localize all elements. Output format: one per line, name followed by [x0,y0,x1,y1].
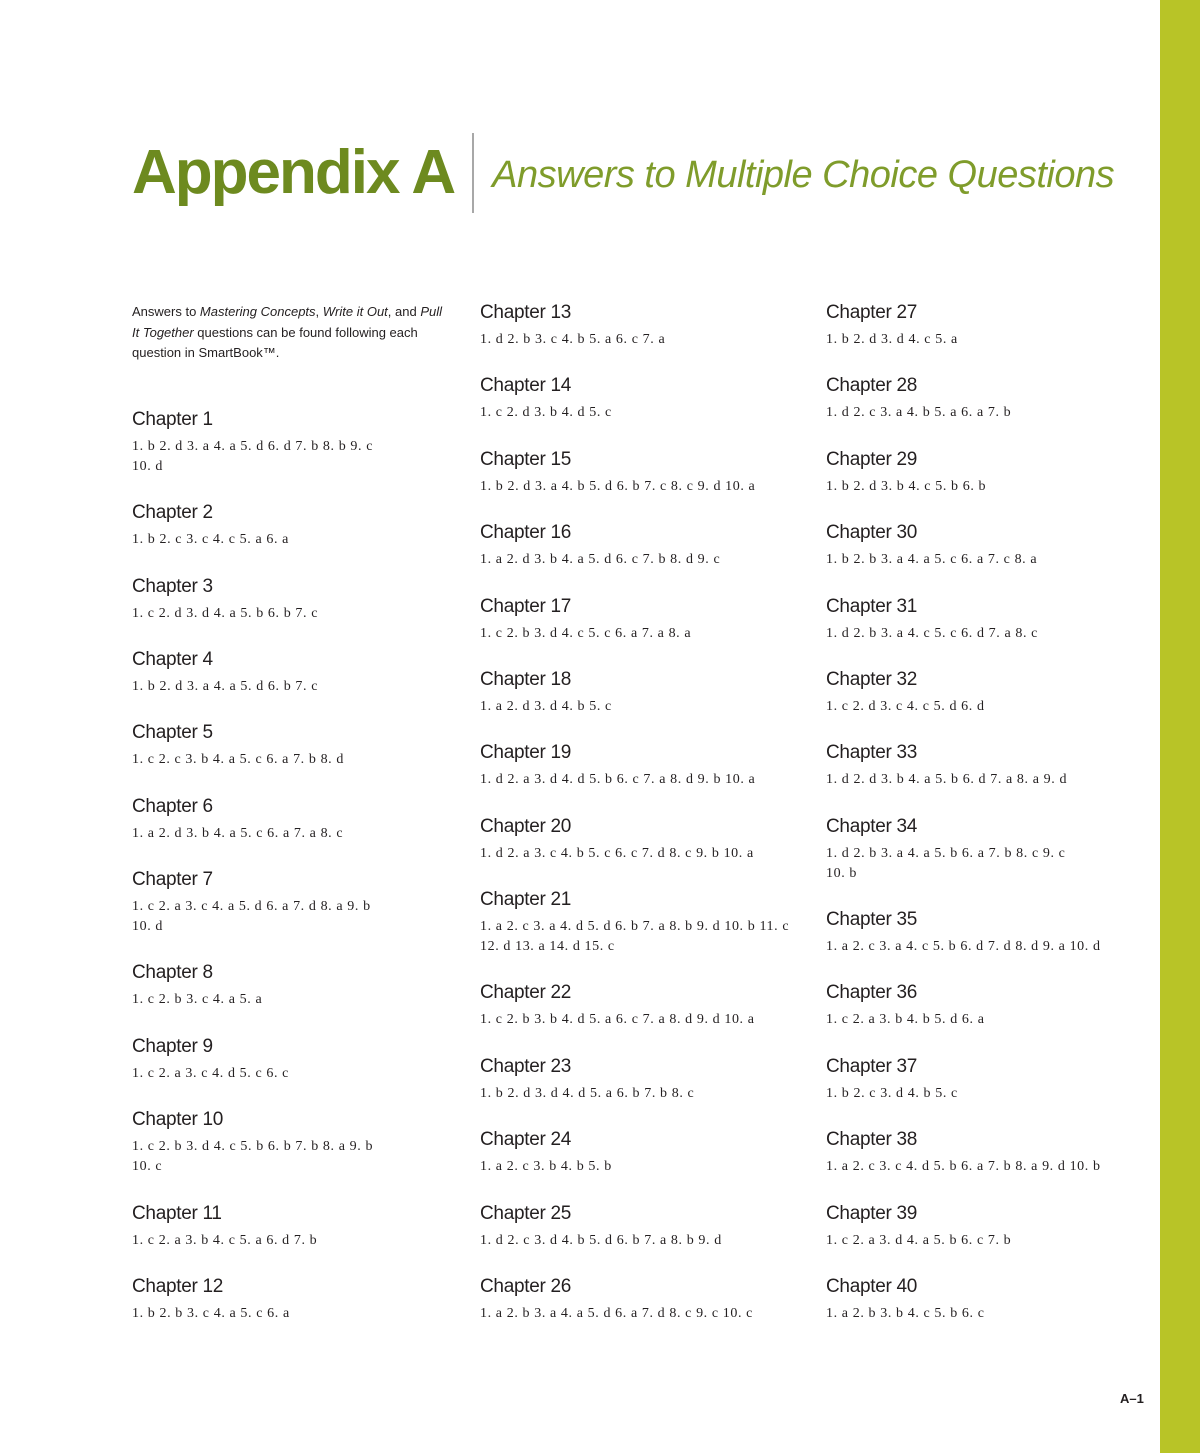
chapter-title: Chapter 13 [480,302,572,323]
chapter-34 [826,816,1146,884]
chapter-answers: 1. a 2. c 3. a 4. c 5. b 6. d 7. d 8. d 9. a 10. d [826,939,1101,954]
chapter-answers: 1. c 2. b 3. d 4. c 5. c 6. a 7. a 8. a [480,626,692,641]
chapter-answers: 1. a 2. b 3. a 4. a 5. d 6. a 7. d 8. c 9. c 10. c [480,1306,753,1321]
chapter-title: Chapter 22 [480,982,572,1003]
chapter-30 [826,522,1146,570]
chapter-14 [480,375,800,423]
chapter-title: Chapter 17 [480,596,572,617]
chapter-1 [132,409,452,477]
chapter-answers: 1. d 2. d 3. b 4. a 5. b 6. d 7. a 8. a 9. d [826,772,1068,787]
chapter-9 [132,1036,452,1084]
chapter-answers: 1. d 2. b 3. a 4. a 5. b 6. a 7. b 8. c 9. c 10. b [826,846,1066,881]
chapter-2 [132,502,452,550]
intro-text: , [315,304,323,319]
chapter-answers: 1. c 2. b 3. c 4. a 5. a [132,992,263,1007]
chapter-19 [480,742,800,790]
chapter-answers: 1. a 2. d 3. d 4. b 5. c [480,699,612,714]
appendix-title: Appendix A [132,138,455,207]
chapter-answers: 1. a 2. b 3. b 4. c 5. b 6. c [826,1306,985,1321]
title-divider [472,133,474,213]
chapter-answers: 1. c 2. a 3. c 4. d 5. c 6. c [132,1066,289,1081]
chapter-4 [132,649,452,697]
chapter-title: Chapter 38 [826,1129,918,1150]
chapter-title: Chapter 1 [132,409,213,430]
chapter-answers: 1. a 2. d 3. b 4. a 5. d 6. c 7. b 8. d 9. c [480,552,721,567]
chapter-18 [480,669,800,717]
intro-pull-it-together: Pull It Together [132,304,443,340]
chapter-28 [826,375,1146,423]
intro-text: , and [387,304,421,319]
chapter-answers: 1. c 2. b 3. b 4. d 5. a 6. c 7. a 8. d 9. d 10. a [480,1012,755,1027]
chapter-23 [480,1056,800,1104]
chapter-answers: 1. b 2. d 3. a 4. a 5. d 6. b 7. c [132,679,319,694]
chapter-31 [826,596,1146,644]
page-header [132,133,1114,213]
chapter-answers: 1. c 2. b 3. d 4. c 5. b 6. b 7. b 8. a 9. b 10. c [132,1139,374,1174]
chapter-38 [826,1129,1146,1177]
chapter-25 [480,1203,800,1251]
chapter-21 [480,889,800,957]
chapter-answers: 1. b 2. c 3. d 4. b 5. c [826,1086,958,1101]
chapter-3 [132,576,452,624]
chapter-title: Chapter 15 [480,449,572,470]
chapter-answers: 1. c 2. a 3. d 4. a 5. b 6. c 7. b [826,1233,1012,1248]
chapter-17 [480,596,800,644]
page-edge-band [1160,0,1200,1453]
chapter-answers: 1. d 2. c 3. a 4. b 5. a 6. a 7. b [826,405,1012,420]
chapter-title: Chapter 11 [132,1203,222,1224]
chapter-title: Chapter 21 [480,889,572,910]
chapter-title: Chapter 33 [826,742,918,763]
chapter-title: Chapter 24 [480,1129,572,1150]
chapter-answers: 1. d 2. b 3. a 4. c 5. c 6. d 7. a 8. c [826,626,1038,641]
chapter-title: Chapter 27 [826,302,918,323]
chapter-answers: 1. b 2. b 3. c 4. a 5. c 6. a [132,1306,290,1321]
page-number: A–1 [1120,1391,1144,1406]
chapter-answers: 1. c 2. d 3. b 4. d 5. c [480,405,612,420]
chapter-title: Chapter 37 [826,1056,918,1077]
chapter-7 [132,869,452,937]
chapter-39 [826,1203,1146,1251]
chapter-answers: 1. b 2. d 3. b 4. c 5. b 6. b [826,479,987,494]
chapter-title: Chapter 3 [132,576,213,597]
chapter-answers: 1. b 2. d 3. d 4. c 5. a [826,332,958,347]
chapter-title: Chapter 25 [480,1203,572,1224]
appendix-subtitle: Answers to Multiple Choice Questions [492,154,1115,196]
chapter-answers: 1. a 2. c 3. b 4. b 5. b [480,1159,612,1174]
chapter-title: Chapter 30 [826,522,918,543]
chapter-answers: 1. b 2. c 3. c 4. c 5. a 6. a [132,532,289,547]
chapter-answers: 1. b 2. d 3. d 4. d 5. a 6. b 7. b 8. c [480,1086,695,1101]
chapter-title: Chapter 20 [480,816,572,837]
chapter-title: Chapter 28 [826,375,918,396]
chapter-title: Chapter 36 [826,982,918,1003]
chapter-answers: 1. a 2. c 3. c 4. d 5. b 6. a 7. b 8. a 9. d 10. b [826,1159,1101,1174]
chapter-27 [826,302,1146,350]
chapter-title: Chapter 10 [132,1109,224,1130]
chapter-answers: 1. c 2. a 3. b 4. b 5. d 6. a [826,1012,985,1027]
chapter-5 [132,722,452,770]
chapter-13 [480,302,800,350]
chapter-title: Chapter 23 [480,1056,572,1077]
chapter-20 [480,816,800,864]
intro-write-it-out: Write it Out [322,304,388,319]
chapter-answers: 1. d 2. a 3. c 4. b 5. c 6. c 7. d 8. c 9. b 10. a [480,846,754,861]
chapter-title: Chapter 18 [480,669,572,690]
chapter-24 [480,1129,800,1177]
chapter-answers: 1. c 2. a 3. c 4. a 5. d 6. a 7. d 8. a 9. b 10. d [132,899,371,934]
chapter-title: Chapter 39 [826,1203,918,1224]
intro-paragraph [132,302,452,364]
chapter-answers: 1. c 2. c 3. b 4. a 5. c 6. a 7. b 8. d [132,752,344,767]
chapter-36 [826,982,1146,1030]
chapter-8 [132,962,452,1010]
chapter-11 [132,1203,452,1251]
chapter-answers: 1. c 2. a 3. b 4. c 5. a 6. d 7. b [132,1233,318,1248]
chapter-title: Chapter 9 [132,1036,213,1057]
chapter-15 [480,449,800,497]
chapter-title: Chapter 5 [132,722,213,743]
chapter-title: Chapter 31 [826,596,918,617]
chapter-answers: 1. a 2. d 3. b 4. a 5. c 6. a 7. a 8. c [132,826,344,841]
chapter-37 [826,1056,1146,1104]
chapter-title: Chapter 16 [480,522,572,543]
chapter-answers: 1. a 2. c 3. a 4. d 5. d 6. b 7. a 8. b 9. d 10. b 11. c 12. d 13. a 14. d 15. c [480,919,790,954]
chapter-answers: 1. b 2. b 3. a 4. a 5. c 6. a 7. c 8. a [826,552,1038,567]
chapter-title: Chapter 4 [132,649,213,670]
chapter-title: Chapter 34 [826,816,918,837]
chapter-16 [480,522,800,570]
chapter-6 [132,796,452,844]
chapter-answers: 1. d 2. c 3. d 4. b 5. d 6. b 7. a 8. b 9. d [480,1233,722,1248]
chapter-22 [480,982,800,1030]
chapter-10 [132,1109,452,1177]
chapter-26 [480,1276,800,1324]
chapter-29 [826,449,1146,497]
chapter-answers: 1. b 2. d 3. a 4. a 5. d 6. d 7. b 8. b 9. c 10. d [132,439,374,474]
intro-mastering-concepts: Mastering Concepts [199,304,316,319]
chapter-35 [826,909,1146,957]
chapter-title: Chapter 2 [132,502,213,523]
chapter-title: Chapter 19 [480,742,572,763]
intro-text: Answers to [132,304,200,319]
intro-text: questions can be found following each question in SmartBook™. [132,324,418,360]
chapter-title: Chapter 26 [480,1276,572,1297]
chapter-answers: 1. c 2. d 3. d 4. a 5. b 6. b 7. c [132,606,319,621]
chapter-answers: 1. b 2. d 3. a 4. b 5. d 6. b 7. c 8. c 9. d 10. a [480,479,756,494]
chapter-40 [826,1276,1146,1324]
chapter-12 [132,1276,452,1324]
chapter-title: Chapter 29 [826,449,918,470]
chapter-answers: 1. c 2. d 3. c 4. c 5. d 6. d [826,699,985,714]
chapter-answers: 1. d 2. b 3. c 4. b 5. a 6. c 7. a [480,332,666,347]
chapter-title: Chapter 7 [132,869,213,890]
chapter-32 [826,669,1146,717]
chapter-title: Chapter 8 [132,962,213,983]
chapter-answers: 1. d 2. a 3. d 4. d 5. b 6. c 7. a 8. d 9. b 10. a [480,772,756,787]
chapter-title: Chapter 14 [480,375,572,396]
chapter-title: Chapter 40 [826,1276,918,1297]
chapter-title: Chapter 32 [826,669,918,690]
chapter-title: Chapter 12 [132,1276,224,1297]
chapter-title: Chapter 35 [826,909,918,930]
chapter-title: Chapter 6 [132,796,213,817]
chapter-33 [826,742,1146,790]
